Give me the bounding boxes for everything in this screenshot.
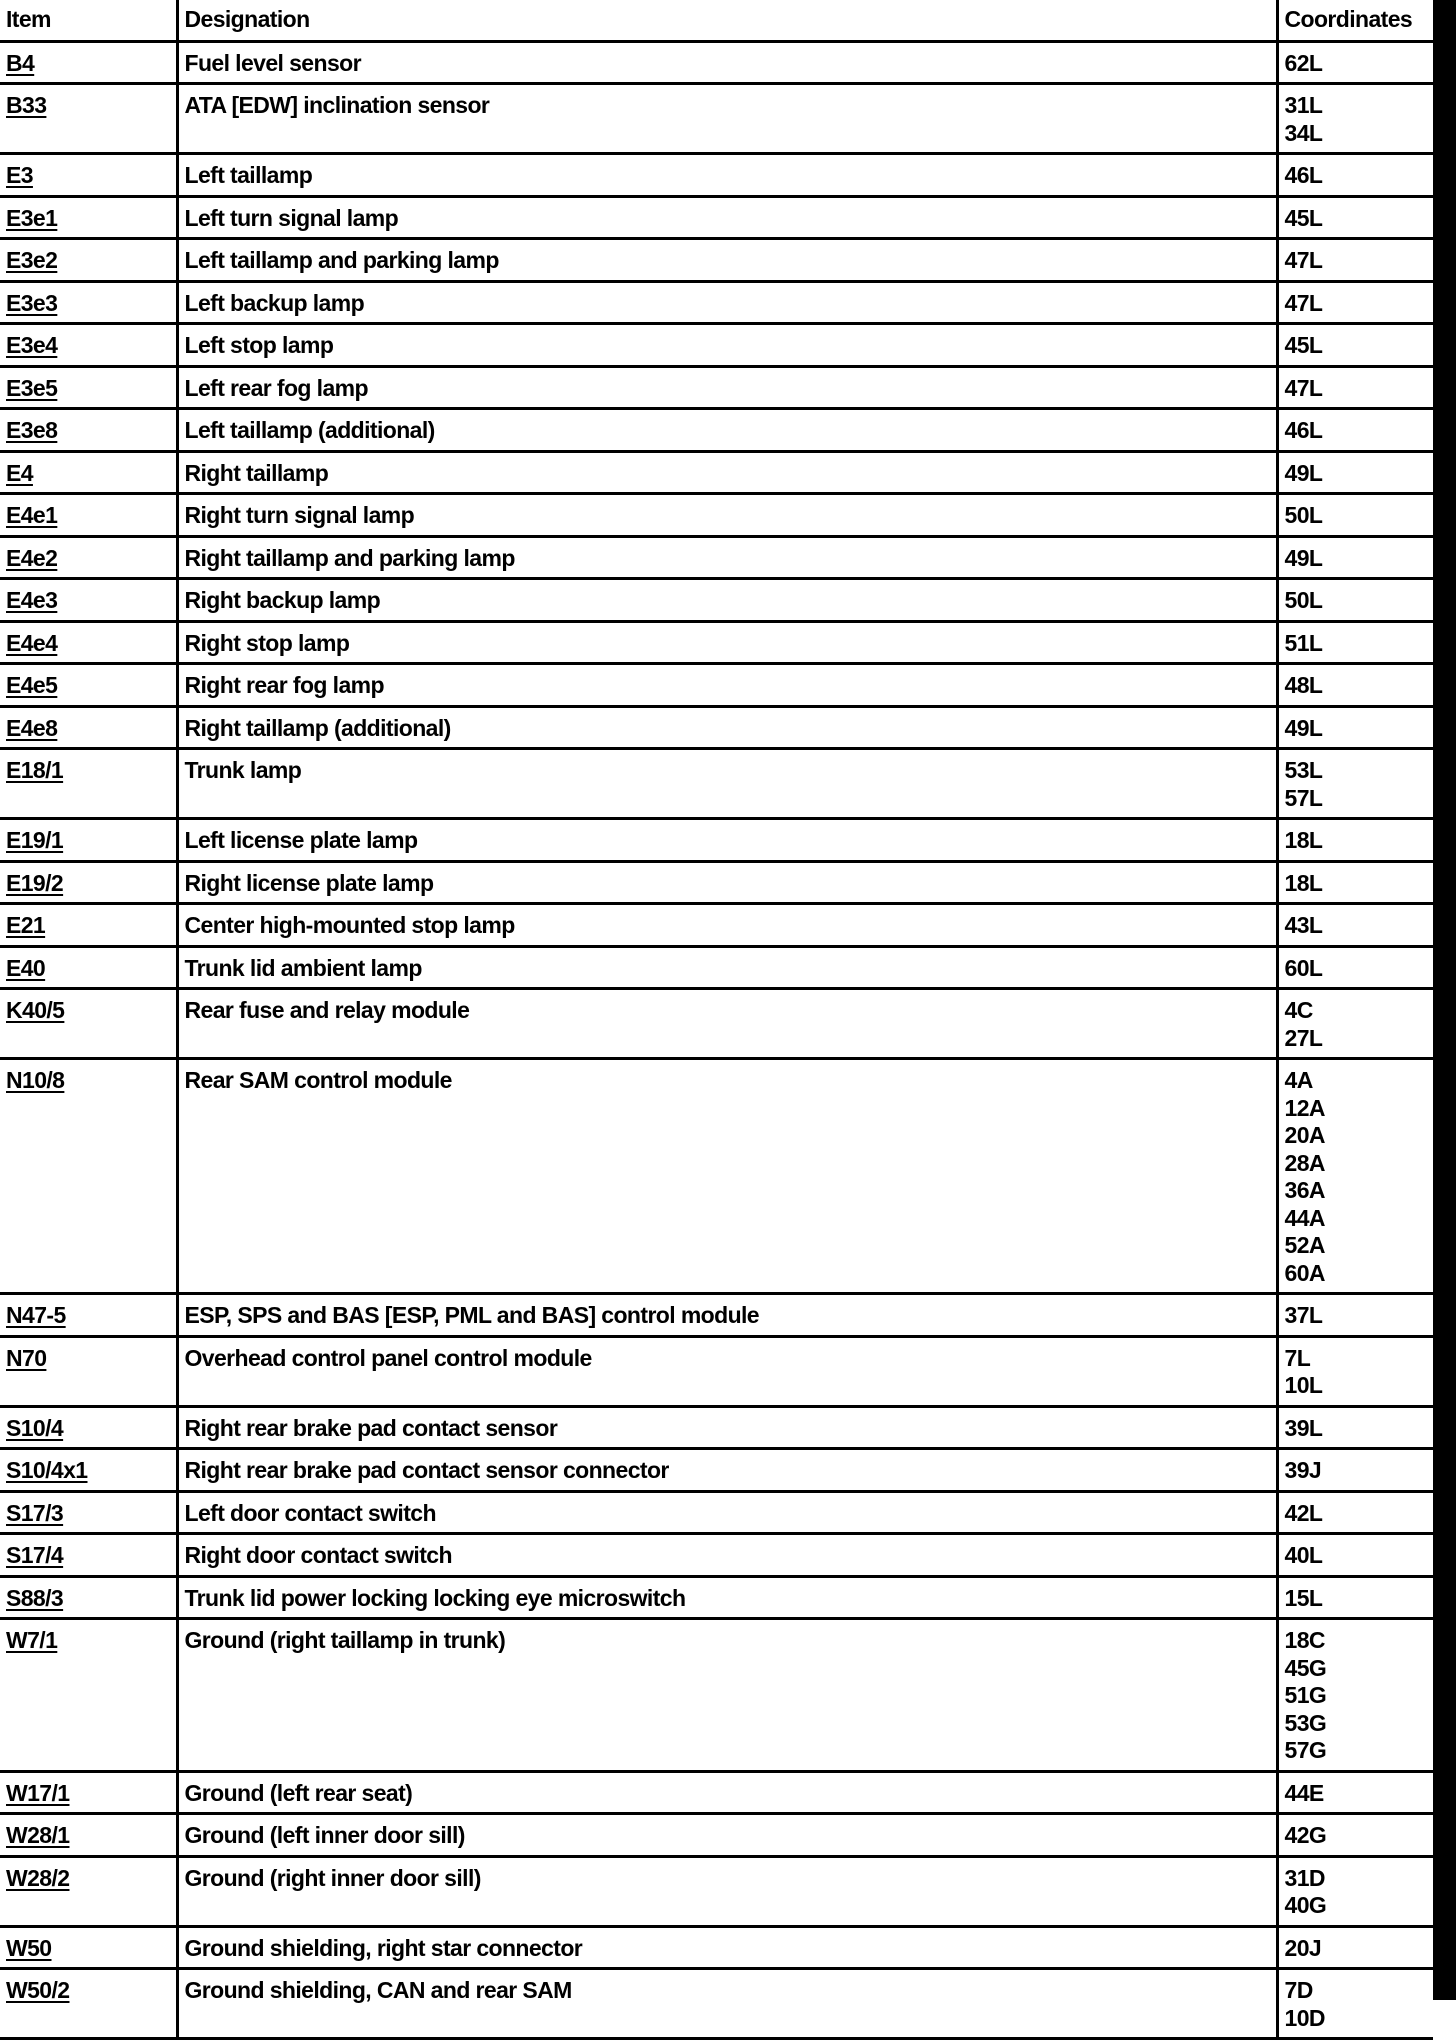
- item-link[interactable]: W17/1: [6, 1779, 70, 1806]
- designation-cell: Right backup lamp: [177, 579, 1277, 622]
- item-cell: [0, 706, 177, 749]
- coordinates-cell: [1277, 1814, 1433, 1857]
- coordinate-value: 49L: [1284, 714, 1323, 741]
- coordinate-value: 45L: [1284, 332, 1323, 358]
- table-row: [0, 196, 1433, 239]
- designation-cell: Right rear brake pad contact sensor connector: [177, 1449, 1277, 1492]
- table-row: [0, 1576, 1433, 1619]
- table-row: [0, 1856, 1433, 1926]
- coordinate-value: 18C: [1284, 1627, 1325, 1653]
- designation-cell: Left taillamp and parking lamp: [177, 239, 1277, 282]
- item-link[interactable]: S88/3: [6, 1584, 64, 1611]
- table-row: [0, 366, 1433, 409]
- table-row: [0, 861, 1433, 904]
- designation-cell: Ground (left rear seat): [177, 1771, 1277, 1814]
- table-header-row: [0, 0, 1433, 41]
- coordinate-value: 7L: [1284, 1344, 1311, 1371]
- designation-cell: Ground (right inner door sill): [177, 1856, 1277, 1926]
- item-link[interactable]: E3e3: [6, 289, 58, 316]
- coordinate-value: 7D: [1284, 1977, 1313, 2003]
- item-cell: [0, 41, 177, 84]
- table-row: [0, 41, 1433, 84]
- item-cell: [0, 1336, 177, 1406]
- coordinate-value: 52A: [1284, 1232, 1325, 1258]
- item-cell: [0, 409, 177, 452]
- designation-cell: ATA [EDW] inclination sensor: [177, 84, 1277, 154]
- item-link[interactable]: N47-5: [6, 1302, 66, 1328]
- table-row: [0, 1969, 1433, 2039]
- coordinate-value: 4C: [1284, 997, 1313, 1023]
- item-cell: [0, 819, 177, 862]
- coordinate-value: 53G: [1284, 1709, 1327, 1736]
- item-link[interactable]: S17/3: [6, 1499, 64, 1526]
- coordinate-value: 20A: [1284, 1122, 1325, 1148]
- designation-cell: Right stop lamp: [177, 621, 1277, 664]
- designation-cell: Rear fuse and relay module: [177, 989, 1277, 1059]
- item-cell: [0, 196, 177, 239]
- item-link[interactable]: W28/2: [6, 1864, 70, 1891]
- designation-cell: Right license plate lamp: [177, 861, 1277, 904]
- coordinate-value: 51L: [1284, 629, 1323, 656]
- coordinate-value: 46L: [1284, 417, 1323, 443]
- item-cell: [0, 1491, 177, 1534]
- item-cell: [0, 749, 177, 819]
- coordinates-cell: [1277, 904, 1433, 947]
- coordinates-cell: [1277, 1926, 1433, 1969]
- coordinates-cell: [1277, 1534, 1433, 1577]
- designation-cell: Right door contact switch: [177, 1534, 1277, 1577]
- designation-cell: Right taillamp: [177, 451, 1277, 494]
- item-link[interactable]: E3: [6, 162, 33, 188]
- coordinates-cell: [1277, 196, 1433, 239]
- item-link[interactable]: E4e8: [6, 714, 58, 741]
- table-row: [0, 819, 1433, 862]
- coordinate-value: 49L: [1284, 544, 1323, 571]
- table-row: [0, 1619, 1433, 1772]
- table-row: [0, 281, 1433, 324]
- coordinates-cell: [1277, 494, 1433, 537]
- coordinate-value: 42L: [1284, 1499, 1323, 1526]
- coordinates-cell: [1277, 989, 1433, 1059]
- coordinate-value: 18L: [1284, 869, 1323, 896]
- coordinate-value: 12A: [1284, 1094, 1325, 1121]
- coordinate-value: 42G: [1284, 1822, 1327, 1848]
- table-row: [0, 989, 1433, 1059]
- item-link[interactable]: E3e5: [6, 374, 58, 401]
- coordinates-cell: [1277, 1771, 1433, 1814]
- item-link[interactable]: W50/2: [6, 1977, 70, 2003]
- item-cell: [0, 239, 177, 282]
- coordinates-cell: [1277, 706, 1433, 749]
- coordinate-value: 40L: [1284, 1542, 1323, 1568]
- designation-cell: Right taillamp and parking lamp: [177, 536, 1277, 579]
- item-cell: [0, 451, 177, 494]
- item-link[interactable]: E4e5: [6, 672, 58, 698]
- designation-cell: Left stop lamp: [177, 324, 1277, 367]
- coordinate-value: 18L: [1284, 827, 1323, 853]
- coordinates-cell: [1277, 536, 1433, 579]
- table-row: [0, 324, 1433, 367]
- item-link[interactable]: E4: [6, 459, 33, 486]
- designation-cell: Right rear fog lamp: [177, 664, 1277, 707]
- item-link[interactable]: W7/1: [6, 1627, 58, 1653]
- coordinate-value: 50L: [1284, 587, 1323, 613]
- header-coordinates: Coordinates: [1277, 0, 1433, 41]
- coordinate-value: 31L: [1284, 92, 1323, 118]
- table-row: [0, 1771, 1433, 1814]
- coordinate-value: 45G: [1284, 1654, 1327, 1681]
- item-link[interactable]: E3e1: [6, 204, 58, 231]
- designation-cell: Ground (right taillamp in trunk): [177, 1619, 1277, 1772]
- table-row: [0, 904, 1433, 947]
- table-row: [0, 1534, 1433, 1577]
- table-row: [0, 749, 1433, 819]
- coordinate-value: 10L: [1284, 1372, 1323, 1398]
- designation-cell: Left taillamp: [177, 154, 1277, 197]
- table-row: [0, 451, 1433, 494]
- coordinate-value: 27L: [1284, 1024, 1323, 1051]
- coordinates-cell: [1277, 1406, 1433, 1449]
- coordinates-cell: [1277, 239, 1433, 282]
- item-link[interactable]: E19/2: [6, 869, 64, 896]
- item-cell: [0, 1969, 177, 2039]
- coordinates-cell: [1277, 1969, 1433, 2039]
- coordinate-value: 43L: [1284, 912, 1323, 938]
- item-cell: [0, 621, 177, 664]
- coordinate-value: 39L: [1284, 1414, 1323, 1441]
- coordinates-cell: [1277, 154, 1433, 197]
- coordinate-value: 46L: [1284, 162, 1323, 188]
- table-row: [0, 946, 1433, 989]
- item-cell: [0, 1926, 177, 1969]
- item-link[interactable]: W28/1: [6, 1822, 70, 1848]
- designation-cell: Trunk lamp: [177, 749, 1277, 819]
- item-link[interactable]: E4e3: [6, 587, 58, 613]
- coordinates-cell: [1277, 451, 1433, 494]
- table-row: [0, 154, 1433, 197]
- designation-cell: Ground shielding, right star connector: [177, 1926, 1277, 1969]
- designation-cell: Trunk lid ambient lamp: [177, 946, 1277, 989]
- item-link[interactable]: N10/8: [6, 1067, 65, 1093]
- coordinates-cell: [1277, 409, 1433, 452]
- item-cell: [0, 664, 177, 707]
- designation-cell: Ground shielding, CAN and rear SAM: [177, 1969, 1277, 2039]
- designation-cell: Right taillamp (additional): [177, 706, 1277, 749]
- coordinate-value: 57G: [1284, 1737, 1327, 1763]
- coordinate-value: 45L: [1284, 204, 1323, 231]
- coordinates-cell: [1277, 41, 1433, 84]
- item-cell: [0, 861, 177, 904]
- coordinates-cell: [1277, 1449, 1433, 1492]
- item-link[interactable]: E4e4: [6, 629, 58, 656]
- item-cell: [0, 1771, 177, 1814]
- table-row: [0, 409, 1433, 452]
- table-row: [0, 1491, 1433, 1534]
- item-cell: [0, 1619, 177, 1772]
- designation-cell: Fuel level sensor: [177, 41, 1277, 84]
- coordinate-value: 39J: [1284, 1457, 1322, 1483]
- coordinates-cell: [1277, 366, 1433, 409]
- table-row: [0, 239, 1433, 282]
- coordinates-cell: [1277, 1059, 1433, 1294]
- coordinate-value: 51G: [1284, 1682, 1327, 1708]
- coordinate-value: 40G: [1284, 1892, 1327, 1918]
- table-row: [0, 579, 1433, 622]
- designation-cell: Overhead control panel control module: [177, 1336, 1277, 1406]
- coordinates-cell: [1277, 1856, 1433, 1926]
- designation-cell: Trunk lid power locking locking eye microswitch: [177, 1576, 1277, 1619]
- coordinates-cell: [1277, 819, 1433, 862]
- coordinates-cell: [1277, 621, 1433, 664]
- item-cell: [0, 281, 177, 324]
- designation-cell: ESP, SPS and BAS [ESP, PML and BAS] control module: [177, 1294, 1277, 1337]
- item-link[interactable]: W50: [6, 1934, 52, 1961]
- item-cell: [0, 1534, 177, 1577]
- table-row: [0, 621, 1433, 664]
- coordinate-value: 28A: [1284, 1149, 1325, 1176]
- coordinates-cell: [1277, 579, 1433, 622]
- coordinates-cell: [1277, 664, 1433, 707]
- header-item: Item: [0, 0, 177, 41]
- item-link[interactable]: E4e2: [6, 544, 58, 571]
- designation-cell: Center high-mounted stop lamp: [177, 904, 1277, 947]
- item-link[interactable]: E18/1: [6, 757, 64, 783]
- coordinate-value: 10D: [1284, 2004, 1325, 2031]
- coordinate-value: 49L: [1284, 459, 1323, 486]
- table-row: [0, 1336, 1433, 1406]
- designation-cell: Left taillamp (additional): [177, 409, 1277, 452]
- table-row: [0, 1926, 1433, 1969]
- designation-cell: Rear SAM control module: [177, 1059, 1277, 1294]
- coordinates-cell: [1277, 1491, 1433, 1534]
- designation-cell: Left rear fog lamp: [177, 366, 1277, 409]
- item-cell: [0, 154, 177, 197]
- item-cell: [0, 579, 177, 622]
- item-link[interactable]: E3e4: [6, 332, 58, 358]
- coordinate-value: 20J: [1284, 1934, 1322, 1961]
- coordinate-value: 57L: [1284, 784, 1323, 811]
- coordinate-value: 60L: [1284, 954, 1323, 981]
- item-cell: [0, 1406, 177, 1449]
- coordinate-value: 31D: [1284, 1864, 1325, 1891]
- header-designation: Designation: [177, 0, 1277, 41]
- item-cell: [0, 324, 177, 367]
- designation-cell: Left turn signal lamp: [177, 196, 1277, 239]
- item-cell: [0, 536, 177, 579]
- coordinate-value: 53L: [1284, 757, 1323, 783]
- item-cell: [0, 1059, 177, 1294]
- coordinate-value: 47L: [1284, 289, 1323, 316]
- table-row: [0, 1059, 1433, 1294]
- table-row: [0, 1294, 1433, 1337]
- item-link[interactable]: B4: [6, 49, 35, 76]
- coordinates-cell: [1277, 324, 1433, 367]
- item-cell: [0, 1294, 177, 1337]
- coordinate-value: 44E: [1284, 1779, 1324, 1806]
- coordinates-cell: [1277, 1336, 1433, 1406]
- item-link[interactable]: E3e2: [6, 247, 58, 273]
- coordinate-value: 47L: [1284, 374, 1323, 401]
- table-row: [0, 1449, 1433, 1492]
- coordinates-cell: [1277, 1294, 1433, 1337]
- item-link[interactable]: E21: [6, 912, 46, 938]
- coordinates-cell: [1277, 861, 1433, 904]
- coordinate-value: 34L: [1284, 119, 1323, 146]
- table-row: [0, 494, 1433, 537]
- coordinate-value: 36A: [1284, 1177, 1325, 1203]
- table-row: [0, 706, 1433, 749]
- item-cell: [0, 904, 177, 947]
- item-cell: [0, 989, 177, 1059]
- coordinate-value: 37L: [1284, 1302, 1323, 1328]
- coordinates-cell: [1277, 281, 1433, 324]
- item-cell: [0, 494, 177, 537]
- table-row: [0, 664, 1433, 707]
- coordinate-value: 62L: [1284, 49, 1323, 76]
- coordinate-value: 4A: [1284, 1067, 1313, 1093]
- table-row: [0, 536, 1433, 579]
- item-link[interactable]: S17/4: [6, 1542, 64, 1568]
- designation-cell: Left door contact switch: [177, 1491, 1277, 1534]
- designation-cell: Left license plate lamp: [177, 819, 1277, 862]
- coordinate-value: 48L: [1284, 672, 1323, 698]
- item-cell: [0, 1814, 177, 1857]
- item-link[interactable]: E19/1: [6, 827, 64, 853]
- coordinates-cell: [1277, 946, 1433, 989]
- item-link[interactable]: E40: [6, 954, 46, 981]
- coordinates-cell: [1277, 1576, 1433, 1619]
- item-link[interactable]: K40/5: [6, 997, 65, 1023]
- coordinate-value: 15L: [1284, 1584, 1323, 1611]
- item-link[interactable]: S10/4x1: [6, 1457, 88, 1483]
- designation-cell: Right rear brake pad contact sensor: [177, 1406, 1277, 1449]
- item-cell: [0, 84, 177, 154]
- item-cell: [0, 1856, 177, 1926]
- designation-cell: Ground (left inner door sill): [177, 1814, 1277, 1857]
- item-cell: [0, 946, 177, 989]
- designation-cell: Right turn signal lamp: [177, 494, 1277, 537]
- coordinates-cell: [1277, 749, 1433, 819]
- item-link[interactable]: B33: [6, 92, 47, 118]
- coordinate-value: 44A: [1284, 1204, 1325, 1231]
- table-row: [0, 1406, 1433, 1449]
- item-link[interactable]: N70: [6, 1344, 47, 1371]
- coordinates-cell: [1277, 1619, 1433, 1772]
- item-link[interactable]: S10/4: [6, 1414, 64, 1441]
- item-cell: [0, 1449, 177, 1492]
- coordinate-value: 47L: [1284, 247, 1323, 273]
- table-row: [0, 84, 1433, 154]
- item-cell: [0, 1576, 177, 1619]
- table-row: [0, 1814, 1433, 1857]
- item-link[interactable]: E4e1: [6, 502, 58, 528]
- right-edge-bar: [1433, 0, 1456, 2000]
- item-link[interactable]: E3e8: [6, 417, 58, 443]
- coordinate-value: 60A: [1284, 1259, 1325, 1286]
- designation-cell: Left backup lamp: [177, 281, 1277, 324]
- item-cell: [0, 366, 177, 409]
- coordinate-value: 50L: [1284, 502, 1323, 528]
- coordinates-cell: [1277, 84, 1433, 154]
